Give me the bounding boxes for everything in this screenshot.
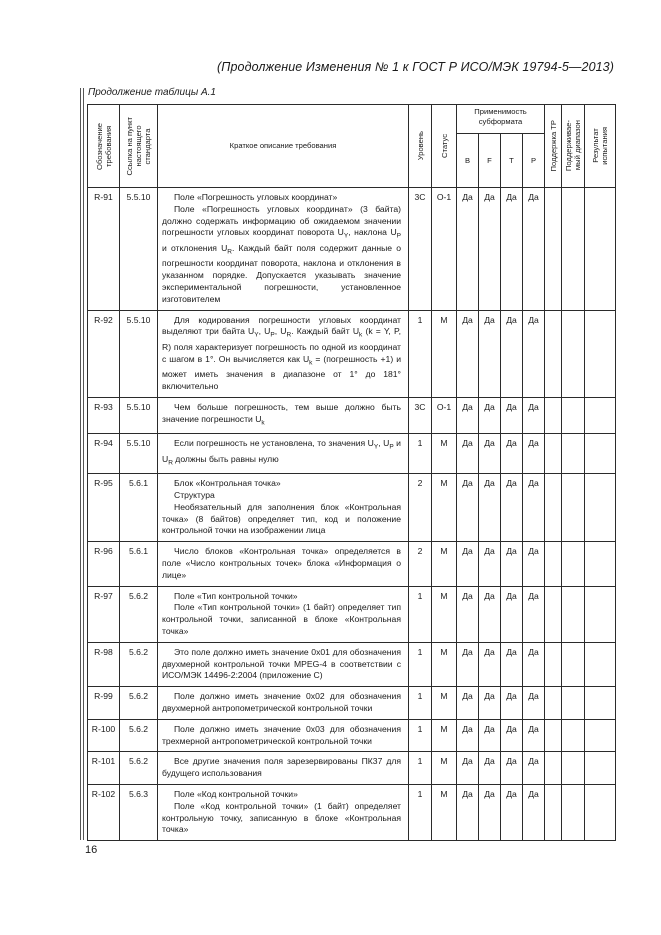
row-description xyxy=(158,434,409,474)
row-sub-f: Да xyxy=(479,474,501,542)
description-paragraph: Поле должно иметь значение 0x03 для обозначения трехмерной антропометрической контрольной точки xyxy=(162,723,401,746)
row-sub-t: Да xyxy=(501,586,523,642)
row-sub-b: Да xyxy=(457,310,479,397)
row-status: М xyxy=(432,474,457,542)
description-paragraph: Поле «Код контрольной точки» (1 байт) определяет контрольную точку, записанную в блоке «Контрольная точка» xyxy=(162,800,401,835)
row-sub-b: Да xyxy=(457,752,479,785)
row-sub-p: Да xyxy=(523,687,545,720)
row-level: 3С xyxy=(409,397,432,433)
row-support-tr xyxy=(545,434,562,474)
row-description xyxy=(158,188,409,311)
row-sub-f: Да xyxy=(479,434,501,474)
row-description xyxy=(158,474,409,542)
row-test-result xyxy=(585,542,616,586)
row-level: 2 xyxy=(409,542,432,586)
row-description xyxy=(158,719,409,752)
row-level: 1 xyxy=(409,310,432,397)
row-support-tr xyxy=(545,784,562,840)
row-sub-p: Да xyxy=(523,784,545,840)
row-test-result xyxy=(585,752,616,785)
row-sub-f: Да xyxy=(479,397,501,433)
row-sub-p: Да xyxy=(523,434,545,474)
row-sub-p: Да xyxy=(523,642,545,686)
row-level: 1 xyxy=(409,752,432,785)
row-sub-p: Да xyxy=(523,188,545,311)
row-sub-p: Да xyxy=(523,397,545,433)
row-reference: 5.5.10 xyxy=(120,434,158,474)
page-number: 16 xyxy=(85,844,98,856)
row-sub-b: Да xyxy=(457,434,479,474)
row-supported-range xyxy=(562,642,585,686)
table-caption: Продолжение таблицы А.1 xyxy=(88,87,216,98)
row-reference: 5.6.3 xyxy=(120,784,158,840)
description-paragraph: Чем больше погрешность, тем выше должно быть значение погрешности $U_k$ xyxy=(162,401,401,427)
row-sub-p: Да xyxy=(523,586,545,642)
row-reference: 5.6.2 xyxy=(120,586,158,642)
row-reference: 5.6.2 xyxy=(120,642,158,686)
table-row xyxy=(88,474,616,542)
description-paragraph: Блок «Контрольная точка» xyxy=(174,478,281,489)
description-paragraph: Для кодирования погрешности угловых координат выделяют три байта $U_Y$, $U_P$, $U_R$. Каждый байт $U_k$ (k = Y, P, R) поля характеризует погрешность по одной из координат с шагом в 1°. Он вычисляется как $U_k$ = (погрешность +1) и может иметь значения в диапазоне от 1° до 181° включительно xyxy=(162,314,402,392)
col-sub-p: P xyxy=(523,134,545,188)
row-description xyxy=(158,687,409,720)
row-supported-range xyxy=(562,784,585,840)
row-sub-f: Да xyxy=(479,784,501,840)
col-supported-range: Поддерживае- мый диапазон xyxy=(562,105,585,188)
table-row xyxy=(88,687,616,720)
row-sub-p: Да xyxy=(523,474,545,542)
row-designation: R-95 xyxy=(88,474,120,542)
row-sub-b: Да xyxy=(457,188,479,311)
row-sub-b: Да xyxy=(457,687,479,720)
row-reference: 5.6.1 xyxy=(120,542,158,586)
row-sub-t: Да xyxy=(501,784,523,840)
description-paragraph: Поле должно иметь значение 0x02 для обозначения двухмерной антропометрической контрольной точки xyxy=(162,691,401,713)
row-sub-f: Да xyxy=(479,719,501,752)
col-test-result: Результат испытания xyxy=(585,105,616,188)
row-status: М xyxy=(432,687,457,720)
row-status: О-1 xyxy=(432,188,457,311)
row-designation: R-102 xyxy=(88,784,120,840)
description-paragraph: Поле «Тип контрольной точки» (1 байт) определяет тип контрольной точки, записанной в блоке «Контрольная точка» xyxy=(162,602,401,636)
page-header: (Продолжение Изменения № 1 к ГОСТ Р ИСО/МЭК 19794-5—2013) xyxy=(217,60,614,74)
row-test-result xyxy=(585,642,616,686)
row-status: М xyxy=(432,542,457,586)
row-test-result xyxy=(585,586,616,642)
row-supported-range xyxy=(562,752,585,785)
row-sub-f: Да xyxy=(479,642,501,686)
row-test-result xyxy=(585,397,616,433)
row-designation: R-97 xyxy=(88,586,120,642)
row-supported-range xyxy=(562,397,585,433)
col-support-tr: Поддержка ТР xyxy=(545,105,562,188)
row-supported-range xyxy=(562,434,585,474)
row-designation: R-101 xyxy=(88,752,120,785)
col-sub-t: T xyxy=(501,134,523,188)
description-paragraph: Структура xyxy=(174,489,215,500)
row-test-result xyxy=(585,188,616,311)
table-row xyxy=(88,642,616,686)
row-sub-b: Да xyxy=(457,542,479,586)
row-test-result xyxy=(585,310,616,397)
row-supported-range xyxy=(562,719,585,752)
row-designation: R-98 xyxy=(88,642,120,686)
row-supported-range xyxy=(562,310,585,397)
row-sub-t: Да xyxy=(501,687,523,720)
table-row xyxy=(88,542,616,586)
row-reference: 5.6.2 xyxy=(120,719,158,752)
description-paragraph: Это поле должно иметь значение 0x01 для обозначения двухмерной контрольной точки MPEG-4 в соответствии с ИСО/МЭК 14496-2:2004 (приложение С) xyxy=(162,646,401,681)
row-sub-t: Да xyxy=(501,434,523,474)
row-status: М xyxy=(432,586,457,642)
row-description xyxy=(158,752,409,785)
row-status: М xyxy=(432,719,457,752)
row-level: 1 xyxy=(409,687,432,720)
row-status: М xyxy=(432,784,457,840)
row-reference: 5.6.2 xyxy=(120,752,158,785)
row-sub-f: Да xyxy=(479,586,501,642)
description-paragraph: Если погрешность не установлена, то значения $U_Y$, $U_P$ и $U_R$ должны быть равны нулю xyxy=(162,438,401,467)
row-sub-b: Да xyxy=(457,642,479,686)
description-paragraph: Число блоков «Контрольная точка» определяется в поле «Число контрольных точек» блока «Информация о лице» xyxy=(162,546,401,580)
row-support-tr xyxy=(545,752,562,785)
row-description xyxy=(158,642,409,686)
row-support-tr xyxy=(545,188,562,311)
description-paragraph: Поле «Погрешность угловых координат» xyxy=(174,192,338,202)
row-sub-t: Да xyxy=(501,397,523,433)
row-description xyxy=(158,586,409,642)
row-sub-t: Да xyxy=(501,642,523,686)
col-designation: Обозначение требования xyxy=(88,105,120,188)
col-level: Уровень xyxy=(409,105,432,188)
col-reference: Ссылка на пункт настоящего стандарта xyxy=(120,105,158,188)
row-sub-t: Да xyxy=(501,310,523,397)
description-paragraph: Поле «Тип контрольной точки» xyxy=(174,590,298,601)
table-row xyxy=(88,310,616,397)
row-test-result xyxy=(585,784,616,840)
row-reference: 5.5.10 xyxy=(120,310,158,397)
row-support-tr xyxy=(545,474,562,542)
margin-rule xyxy=(83,88,84,840)
row-support-tr xyxy=(545,397,562,433)
row-support-tr xyxy=(545,719,562,752)
row-sub-f: Да xyxy=(479,310,501,397)
col-description: Краткое описание требования xyxy=(158,105,409,188)
row-designation: R-100 xyxy=(88,719,120,752)
row-reference: 5.5.10 xyxy=(120,397,158,433)
row-support-tr xyxy=(545,310,562,397)
description-paragraph: Все другие значения поля зарезервированы ПК37 для будущего использования xyxy=(162,756,401,779)
row-designation: R-92 xyxy=(88,310,120,397)
row-reference: 5.6.1 xyxy=(120,474,158,542)
row-level: 1 xyxy=(409,784,432,840)
table-row xyxy=(88,752,616,785)
row-support-tr xyxy=(545,642,562,686)
row-supported-range xyxy=(562,586,585,642)
row-supported-range xyxy=(562,542,585,586)
row-status: М xyxy=(432,434,457,474)
row-designation: R-91 xyxy=(88,188,120,311)
row-sub-f: Да xyxy=(479,752,501,785)
row-support-tr xyxy=(545,542,562,586)
row-sub-t: Да xyxy=(501,542,523,586)
requirements-table xyxy=(87,104,616,841)
row-description xyxy=(158,397,409,433)
row-designation: R-94 xyxy=(88,434,120,474)
row-status: М xyxy=(432,310,457,397)
row-supported-range xyxy=(562,188,585,311)
row-sub-b: Да xyxy=(457,784,479,840)
row-description xyxy=(158,542,409,586)
row-test-result xyxy=(585,474,616,542)
row-sub-p: Да xyxy=(523,542,545,586)
col-sub-f: F xyxy=(479,134,501,188)
row-sub-t: Да xyxy=(501,752,523,785)
row-level: 3С xyxy=(409,188,432,311)
table-row xyxy=(88,719,616,752)
row-level: 1 xyxy=(409,586,432,642)
row-sub-p: Да xyxy=(523,719,545,752)
row-designation: R-96 xyxy=(88,542,120,586)
description-paragraph: Необязательный для заполнения блок «Контрольная точка» (8 байтов) определяет тип, код и положение контрольной точки на изображении лица xyxy=(162,501,401,536)
row-sub-b: Да xyxy=(457,474,479,542)
table-row xyxy=(88,397,616,433)
row-level: 1 xyxy=(409,642,432,686)
row-reference: 5.5.10 xyxy=(120,188,158,311)
table-row xyxy=(88,434,616,474)
row-sub-f: Да xyxy=(479,687,501,720)
description-paragraph: Поле «Погрешность угловых координат» (3 байта) должно содержать информацию об ожидаемом значении погрешности угловых координат поворота $U_Y$, наклона $U_P$ и отклонения $U_R$. Каждый байт поля содержит данные о погрешности координат поворота, наклона и отклонения в указанном порядке. Допускается указывать значение экспериментальной погрешности, установленное изготовителем xyxy=(162,203,402,304)
row-description xyxy=(158,310,409,397)
row-sub-f: Да xyxy=(479,542,501,586)
row-supported-range xyxy=(562,687,585,720)
row-sub-b: Да xyxy=(457,719,479,752)
row-designation: R-99 xyxy=(88,687,120,720)
row-reference: 5.6.2 xyxy=(120,687,158,720)
col-applicability: Применимость субформата xyxy=(457,105,545,134)
margin-rule xyxy=(80,88,81,840)
table-row xyxy=(88,188,616,311)
row-test-result xyxy=(585,719,616,752)
table-row xyxy=(88,586,616,642)
row-sub-f: Да xyxy=(479,188,501,311)
row-status: М xyxy=(432,642,457,686)
row-designation: R-93 xyxy=(88,397,120,433)
row-supported-range xyxy=(562,474,585,542)
row-sub-t: Да xyxy=(501,719,523,752)
row-status: М xyxy=(432,752,457,785)
row-level: 1 xyxy=(409,719,432,752)
row-sub-t: Да xyxy=(501,188,523,311)
row-level: 2 xyxy=(409,474,432,542)
col-sub-b: B xyxy=(457,134,479,188)
row-sub-b: Да xyxy=(457,586,479,642)
row-sub-p: Да xyxy=(523,310,545,397)
row-sub-t: Да xyxy=(501,474,523,542)
row-support-tr xyxy=(545,687,562,720)
row-support-tr xyxy=(545,586,562,642)
description-paragraph: Поле «Код контрольной точки» xyxy=(174,788,298,799)
row-test-result xyxy=(585,687,616,720)
table-row xyxy=(88,784,616,840)
row-description xyxy=(158,784,409,840)
row-sub-b: Да xyxy=(457,397,479,433)
row-test-result xyxy=(585,434,616,474)
row-sub-p: Да xyxy=(523,752,545,785)
row-level: 1 xyxy=(409,434,432,474)
col-status: Статус xyxy=(432,105,457,188)
row-status: О-1 xyxy=(432,397,457,433)
